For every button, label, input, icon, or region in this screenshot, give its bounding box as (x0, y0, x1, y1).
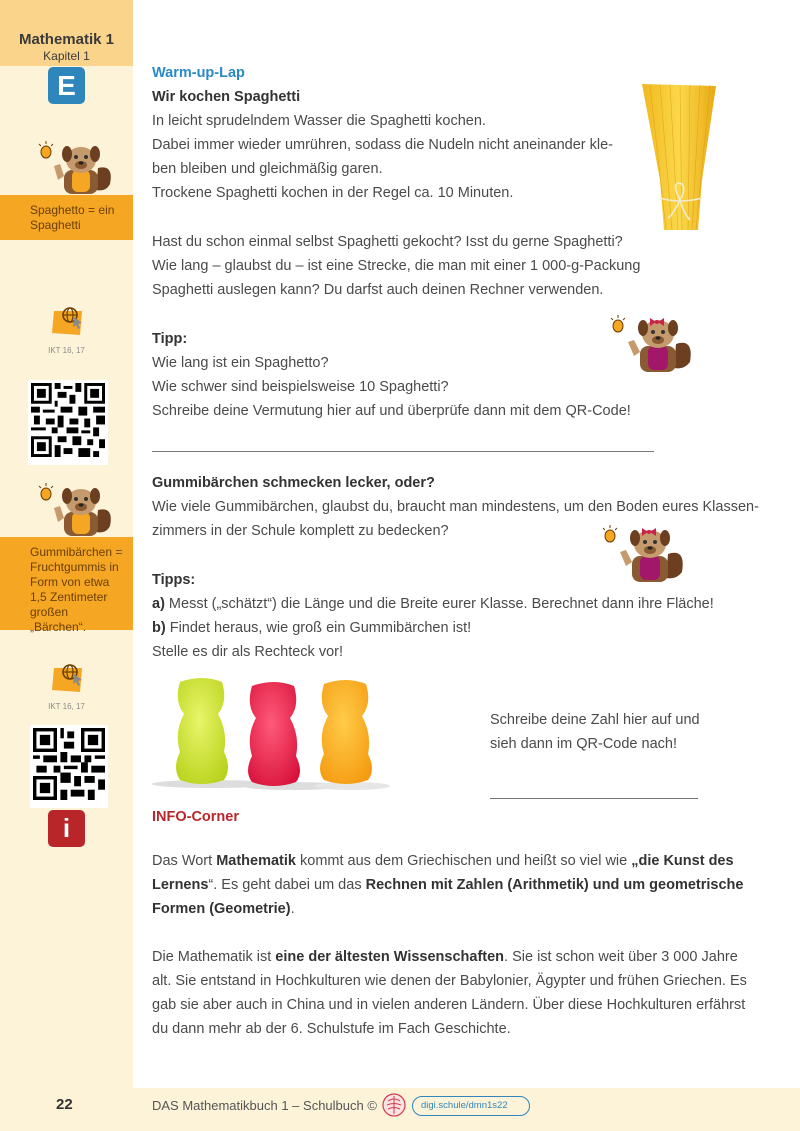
gummy-bears-image (152, 672, 392, 792)
tip-label: Tipp: (152, 331, 188, 347)
qr-code-icon (31, 383, 105, 457)
page-number: 22 (56, 1096, 73, 1113)
bold-span: Mathematik (216, 853, 296, 869)
bold-span: „die Kunst des (631, 853, 734, 869)
info-corner-label: INFO-Corner (152, 809, 239, 825)
book-title: Mathematik 1 (18, 31, 115, 48)
publisher-logo-icon (382, 1093, 406, 1117)
definition-note-gummibaerchen: Gummibärchen = Fruchtgummis in Form von etwa 1,5 Zentimeter großen „Bärchen“. (0, 537, 133, 630)
tip-b (152, 616, 471, 640)
globe-cursor-icon[interactable] (50, 662, 86, 694)
ikt-reference: IKT 16, 17 (48, 346, 85, 355)
text-span: “. Es geht dabei um das (208, 877, 366, 893)
body-line: Wie viele Gummibärchen, glaubst du, braucht man mindestens, um den Boden eures Klassen- (152, 499, 759, 515)
info-paragraph-2-line-3: gab sie aber auch in China und in vielen anderen Ländern. Über diese Hochkulturen erfährst (152, 997, 746, 1013)
bold-span: Formen (Geometrie) (152, 901, 291, 917)
chapter-header (0, 0, 133, 66)
level-e-badge: E (48, 67, 85, 104)
tip-a-label: a) (152, 596, 165, 612)
chapter-label: Kapitel 1 (43, 49, 90, 63)
book-copyright: DAS Mathematikbuch 1 – Schulbuch © (152, 1098, 377, 1113)
text-span: . Sie ist schon weit über 3 000 Jahre (504, 949, 738, 965)
definition-note-spaghetto: Spaghetto = ein Spaghetti (0, 195, 133, 240)
tip-a-text: Messt („schätzt“) die Länge und die Breite eurer Klasse. Berechnet dann ihre Fläche! (164, 596, 714, 612)
tip-b-label: b) (152, 620, 166, 636)
info-badge: i (48, 810, 85, 847)
qr-code-gummibaerchen[interactable] (30, 725, 108, 808)
dog-mascot-girl-icon (608, 310, 700, 374)
ikt-reference: IKT 16, 17 (48, 702, 85, 711)
question-line: Spaghetti auslegen kann? Du darfst auch deinen Rechner verwenden. (152, 282, 604, 298)
bold-span: Rechnen mit Zahlen (Arithmetik) und um geometrische (365, 877, 744, 893)
section-label-warmup: Warm-up-Lap (152, 65, 245, 81)
answer-line-gummibaerchen[interactable] (490, 798, 698, 799)
lightbulb-icon (39, 141, 53, 158)
lightbulb-icon (39, 483, 53, 500)
globe-cursor-icon[interactable] (50, 305, 86, 337)
lightbulb-icon (603, 525, 617, 542)
section-heading-gummibaerchen: Gummibärchen schmecken lecker, oder? (152, 475, 435, 491)
answer-line-spaghetti[interactable] (152, 451, 654, 452)
info-paragraph-1-line-1 (152, 849, 734, 873)
info-paragraph-1-line-2 (152, 873, 743, 897)
text-span: . (290, 901, 295, 917)
page-footer (0, 1088, 800, 1131)
info-paragraph-2-line-2: alt. Sie entstand in Hochkulturen wie denen der Babylonier, Ägypter und frühen Griechen. Es (152, 973, 747, 989)
text-span: Das Wort (152, 853, 217, 869)
tip-c: Stelle es dir als Rechteck vor! (152, 644, 343, 660)
body-line: In leicht sprudelndem Wasser die Spaghetti kochen. (152, 113, 486, 129)
dog-mascot-icon (36, 482, 120, 538)
body-line: ben bleiben und gleichmäßig garen. (152, 161, 383, 177)
lightbulb-icon (611, 315, 625, 332)
bold-span: eine der ältesten Wissenschaften (275, 949, 505, 965)
text-span: Die Mathematik ist (152, 949, 276, 965)
info-paragraph-2-line-1 (152, 945, 738, 969)
body-line: Dabei immer wieder umrühren, sodass die Nudeln nicht aneinander kle- (152, 137, 614, 153)
bold-span: Lernens (152, 877, 209, 893)
write-prompt-line: sieh dann im QR-Code nach! (490, 736, 677, 752)
tip-b-text: Findet heraus, wie groß ein Gummibärchen ist! (165, 620, 472, 636)
tip-line: Schreibe deine Vermutung hier auf und überprüfe dann mit dem QR-Code! (152, 403, 631, 419)
dog-mascot-girl-icon (600, 520, 692, 584)
tip-a (152, 592, 714, 616)
digi-schule-link[interactable]: digi.schule/dmn1s22 (412, 1096, 530, 1116)
write-prompt-line: Schreibe deine Zahl hier auf und (490, 712, 700, 728)
info-paragraph-1-line-3 (152, 897, 295, 921)
body-line: zimmers in der Schule komplett zu bedecken? (152, 523, 449, 539)
sidebar (0, 0, 133, 1131)
qr-code-icon (33, 728, 105, 800)
section-heading-spaghetti: Wir kochen Spaghetti (152, 89, 301, 105)
tips-label: Tipps: (152, 572, 196, 588)
dog-mascot-icon (36, 140, 120, 196)
body-line: Trockene Spaghetti kochen in der Regel ca. 10 Minuten. (152, 185, 514, 201)
question-line: Hast du schon einmal selbst Spaghetti gekocht? Isst du gerne Spaghetti? (152, 234, 623, 250)
qr-code-spaghetti[interactable] (28, 380, 108, 465)
spaghetti-bundle-image (640, 80, 720, 232)
question-line: Wie lang – glaubst du – ist eine Strecke, die man mit einer 1 000-g-Packung (152, 258, 641, 274)
tip-line: Wie lang ist ein Spaghetto? (152, 355, 329, 371)
info-paragraph-2-line-4: du dann mehr ab der 6. Schulstufe im Fach Geschichte. (152, 1021, 511, 1037)
text-span: kommt aus dem Griechischen und heißt so viel wie (295, 853, 632, 869)
tip-line: Wie schwer sind beispielsweise 10 Spaghetti? (152, 379, 449, 395)
